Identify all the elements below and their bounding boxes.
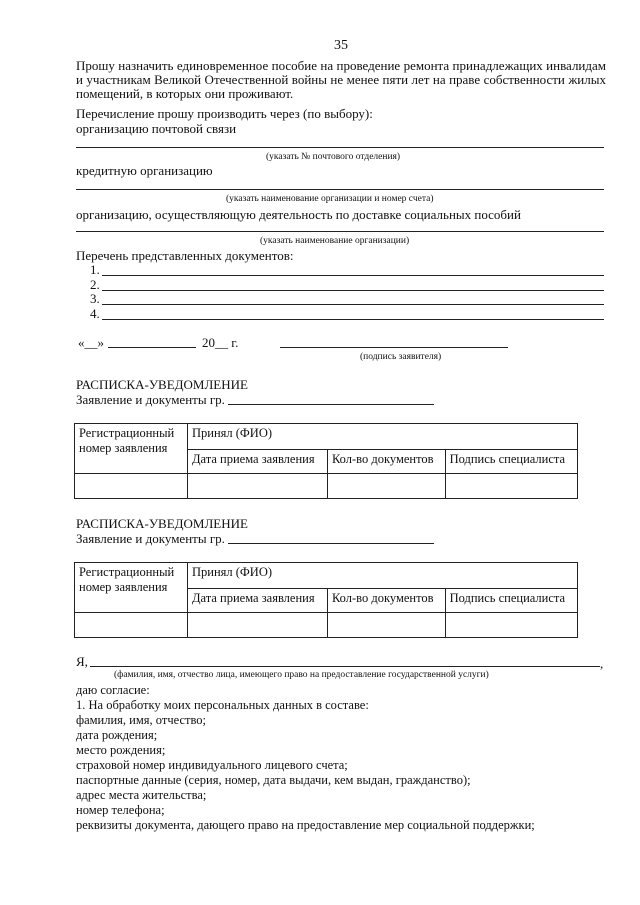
doc-number: 1. bbox=[90, 262, 100, 277]
col-accepted: Принял (ФИО) bbox=[188, 424, 578, 450]
cell-sign[interactable] bbox=[445, 613, 577, 638]
consent-item: номер телефона; bbox=[76, 803, 165, 817]
col-count: Кол-во документов bbox=[327, 589, 445, 613]
hint-delivery: (указать наименование организации) bbox=[260, 236, 410, 246]
docs-label: Перечень представленных документов: bbox=[76, 248, 294, 263]
doc-line-3[interactable] bbox=[102, 304, 604, 305]
col-reg-line2: номер заявления bbox=[79, 580, 168, 594]
doc-number: 3. bbox=[90, 291, 100, 306]
option-post: организацию почтовой связи bbox=[76, 121, 237, 136]
col-reg-line1: Регистрационный bbox=[79, 426, 175, 440]
col-sign: Подпись специалиста bbox=[445, 450, 577, 474]
receipt-table bbox=[74, 423, 578, 499]
col-reg bbox=[75, 563, 188, 613]
consent-item: страховой номер индивидуального лицевого счета; bbox=[76, 758, 348, 772]
intro-paragraph: Прошу назначить единовременное пособие на проведение ремонта принадлежащих инвалидам и участникам Великой Отечественной войны не менее пяти лет на праве собственности жилых помещений, в которых они проживают. bbox=[76, 58, 606, 101]
cell-reg[interactable] bbox=[75, 474, 188, 499]
consent-trail: , bbox=[600, 656, 604, 671]
consent-item: фамилия, имя, отчество; bbox=[76, 713, 207, 727]
consent-item: адрес места жительства; bbox=[76, 788, 207, 802]
cell-count[interactable] bbox=[327, 474, 445, 499]
signature-line[interactable] bbox=[280, 347, 508, 348]
consent-point-1: 1. На обработку моих персональных данных в составе: bbox=[76, 698, 369, 712]
col-date: Дата приема заявления bbox=[188, 450, 328, 474]
cell-date[interactable] bbox=[188, 474, 328, 499]
receipt-label: Заявление и документы гр. bbox=[76, 531, 225, 546]
doc-number: 4. bbox=[90, 306, 100, 321]
date-open: «__» bbox=[78, 335, 104, 350]
hint-credit: (указать наименование организации и номер счета) bbox=[226, 194, 434, 204]
col-date: Дата приема заявления bbox=[188, 589, 328, 613]
post-office-line[interactable] bbox=[76, 147, 604, 148]
page-number: 35 bbox=[334, 38, 348, 53]
receipt-label: Заявление и документы гр. bbox=[76, 392, 225, 407]
col-reg-line2: номер заявления bbox=[79, 441, 168, 455]
delivery-org-line[interactable] bbox=[76, 231, 604, 232]
receipt-name-line[interactable] bbox=[228, 543, 434, 544]
date-year: 20__ г. bbox=[202, 335, 239, 350]
cell-sign[interactable] bbox=[445, 474, 577, 499]
consent-fio-line[interactable] bbox=[90, 666, 600, 667]
consent-item: дата рождения; bbox=[76, 728, 158, 742]
date-month-line[interactable] bbox=[108, 347, 196, 348]
receipt-name-line[interactable] bbox=[228, 404, 434, 405]
doc-line-2[interactable] bbox=[102, 290, 604, 291]
cell-reg[interactable] bbox=[75, 613, 188, 638]
option-credit: кредитную организацию bbox=[76, 163, 213, 178]
receipt-table bbox=[74, 562, 578, 638]
col-count: Кол-во документов bbox=[327, 450, 445, 474]
doc-line-4[interactable] bbox=[102, 319, 604, 320]
doc-number: 2. bbox=[90, 277, 100, 292]
col-reg-line1: Регистрационный bbox=[79, 565, 175, 579]
option-delivery: организацию, осуществляющую деятельность по доставке социальных пособий bbox=[76, 207, 521, 222]
consent-fio-hint: (фамилия, имя, отчество лица, имеющего право на предоставление государственной услуги) bbox=[114, 670, 489, 680]
doc-line-1[interactable] bbox=[102, 275, 604, 276]
receipt-title: РАСПИСКА-УВЕДОМЛЕНИЕ bbox=[76, 516, 248, 531]
col-reg bbox=[75, 424, 188, 474]
credit-org-line[interactable] bbox=[76, 189, 604, 190]
consent-ya: Я, bbox=[76, 654, 88, 669]
col-accepted: Принял (ФИО) bbox=[188, 563, 578, 589]
consent-item: паспортные данные (серия, номер, дата выдачи, кем выдан, гражданство); bbox=[76, 773, 471, 787]
consent-item: реквизиты документа, дающего право на предоставление мер социальной поддержки; bbox=[76, 818, 535, 832]
cell-date[interactable] bbox=[188, 613, 328, 638]
transfer-label: Перечисление прошу производить через (по выбору): bbox=[76, 106, 373, 121]
consent-agree: даю согласие: bbox=[76, 683, 150, 697]
hint-post: (указать № почтового отделения) bbox=[266, 152, 401, 162]
cell-count[interactable] bbox=[327, 613, 445, 638]
sign-hint: (подпись заявителя) bbox=[360, 352, 442, 362]
consent-item: место рождения; bbox=[76, 743, 166, 757]
receipt-title: РАСПИСКА-УВЕДОМЛЕНИЕ bbox=[76, 377, 248, 392]
col-sign: Подпись специалиста bbox=[445, 589, 577, 613]
